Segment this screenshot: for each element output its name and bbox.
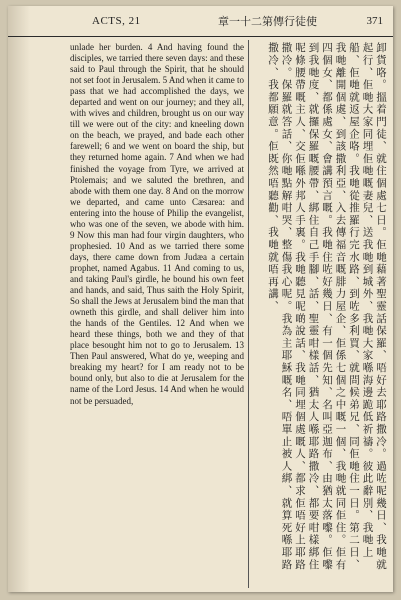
english-passage: unlade her burden. 4 And having found the disciples, we tarried there seven days: and these said to Paul through the Spirit, that he should not set foot in Jerusalem. 5 And when it came to pass that we had accomplished the days, we departed and went on our journey; and they all, with wives and children, brought us on our way till we were out of the city: and kneeling down on the beach, we prayed, and bade each other farewell; 6 and we went on board the ship, but they returned home again. 7 And when we had finished the voyage from Tyre, we arrived at Ptolemais; and we saluted the brethren, and abode with them one day. 8 And on the morrow we departed, and came unto Cæsarea: and entering into the house of Philip the evangelist, who was one of the seven, we abode with him. 9 Now this man had four virgin daughters, who prophesied. 10 And as we tarried there some days, there came down from Judæa a certain prophet, named Agabus. 11 And coming to us, and taking Paul's girdle, he bound his own feet and hands, and said, Thus saith the Holy Spirit, So shall the Jews at Jerusalem bind the man that owneth this girdle, and shall deliver him into the hands of the Gentiles. 12 And when we heard these things, both we and they of that place besought him not to go to Jerusalem. 13 Then Paul answered, What do ye, weeping and breaking my heart? for I am ready not to be bound only, but also to die at Jerusalem for the name of the Lord Jesus. 14 And when he would not be persuaded,: [70, 42, 244, 406]
page-number: 371: [366, 15, 383, 27]
running-head-book: ACTS, 21: [92, 15, 141, 27]
page-gutter-shadow: [8, 6, 30, 592]
column-divider: [248, 40, 249, 588]
page-header: [8, 6, 393, 37]
english-text-column: [70, 42, 244, 582]
running-head-chinese: 章一十二第傳行徒使: [218, 15, 317, 28]
chinese-text-column: 卸貨咯。搵着門徒、就住個處七日。佢哋藉著聖靈話保羅、唔好去耶路撒冷。過咗呢幾日、我哋就起行、佢哋大家同埋佢哋嘅妻兒、送我哋到城外、我哋大家喺海邊跪低祈禱。彼此辭別、我哋上船、佢哋就返屋企咯。我哋從推羅行完水路、到咗多利買、就問候弟兄、同佢哋住一日。第二日、我哋離開個處、到該撒利亞、入去傳福音嘅腓力屋企、佢係七個之中嘅一個、我哋就同佢住。佢有四個女、都係處女、會講預言嘅。我哋住咗好幾日、有一個先知、名叫亞迦布、由猶太落嚟。佢嚟到我哋度、就攞保羅嘅腰帶、綁住自己手腳、話、聖靈咁樣話、猶太人喺耶路撒冷、都要咁樣綁住呢條腰帶嘅主人、交佢喺外邦人手裏。我哋聽見呢啲說話、我哋同埋個處嘅人、都求佢唔好上耶路撒冷。保羅就答話、你哋點解咁哭、整傷我心呢。我為主耶穌嘅名、唔單止被人綁、就算死喺耶路撒冷、我都願意。佢既然唔聽勸、我哋就唔再講、: [267, 42, 387, 571]
bible-page: [8, 6, 393, 592]
